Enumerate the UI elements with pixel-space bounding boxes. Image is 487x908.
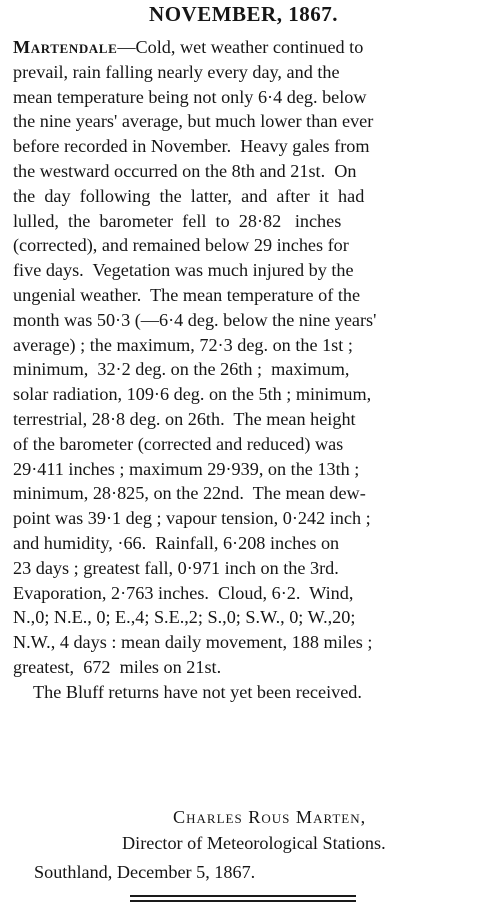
report-line: (corrected), and remained below 29 inches for <box>13 235 349 256</box>
report-line: 23 days ; greatest fall, 0·971 inch on the 3rd. <box>13 557 339 578</box>
report-line: N.W., 4 days : mean daily movement, 188 miles ; <box>13 632 373 653</box>
report-line: minimum, 28·825, on the 22nd. The mean dew- <box>13 483 366 504</box>
report-line: Evaporation, 2·763 inches. Cloud, 6·2. Wind, <box>13 582 354 603</box>
place-date: Southland, December 5, 1867. <box>34 862 256 882</box>
report-line: the nine years' average, but much lower than ever <box>13 111 374 132</box>
report-line: N.,0; N.E., 0; E.,4; S.E.,2; S.,0; S.W., 0; W.,20; <box>13 607 356 628</box>
report-line: prevail, rain falling nearly every day, and the <box>13 61 340 82</box>
report-line: terrestrial, 28·8 deg. on 26th. The mean height <box>13 408 356 429</box>
report-line: Martendale—Cold, wet weather continued to <box>13 37 364 57</box>
page-title: NOVEMBER, 1867. <box>149 2 338 26</box>
report-line: ungenial weather. The mean temperature of the <box>13 284 361 305</box>
report-line: greatest, 672 miles on 21st. <box>13 656 222 677</box>
report-line: the westward occurred on the 8th and 21st. On <box>13 160 357 181</box>
signature-title: Director of Meteorological Stations. <box>122 833 386 853</box>
report-paragraph <box>13 35 487 705</box>
report-line: month was 50·3 (—6·4 deg. below the nine years' <box>13 309 377 330</box>
report-line: the day following the latter, and after it had <box>13 185 365 206</box>
report-line: five days. Vegetation was much injured by the <box>13 260 354 281</box>
report-line: lulled, the barometer fell to 28·82 inches <box>13 210 342 231</box>
report-line: mean temperature being not only 6·4 deg. below <box>13 86 367 107</box>
signature-name: Charles Rous Marten, <box>173 807 367 827</box>
bluff-note: The Bluff returns have not yet been received. <box>33 681 362 702</box>
report-line: average) ; the maximum, 72·3 deg. on the 1st ; <box>13 334 353 355</box>
report-line: minimum, 32·2 deg. on the 26th ; maximum, <box>13 359 350 380</box>
report-line: before recorded in November. Heavy gales from <box>13 136 370 157</box>
report-line: point was 39·1 deg ; vapour tension, 0·242 inch ; <box>13 508 371 529</box>
report-line: solar radiation, 109·6 deg. on the 5th ; minimum, <box>13 384 372 405</box>
station-name: Martendale <box>13 37 118 57</box>
divider-rule <box>130 895 356 897</box>
report-line: of the barometer (corrected and reduced) was <box>13 433 344 454</box>
divider-rule <box>130 900 356 902</box>
report-line: 29·411 inches ; maximum 29·939, on the 13th ; <box>13 458 360 479</box>
report-line: and humidity, ·66. Rainfall, 6·208 inches on <box>13 532 340 553</box>
